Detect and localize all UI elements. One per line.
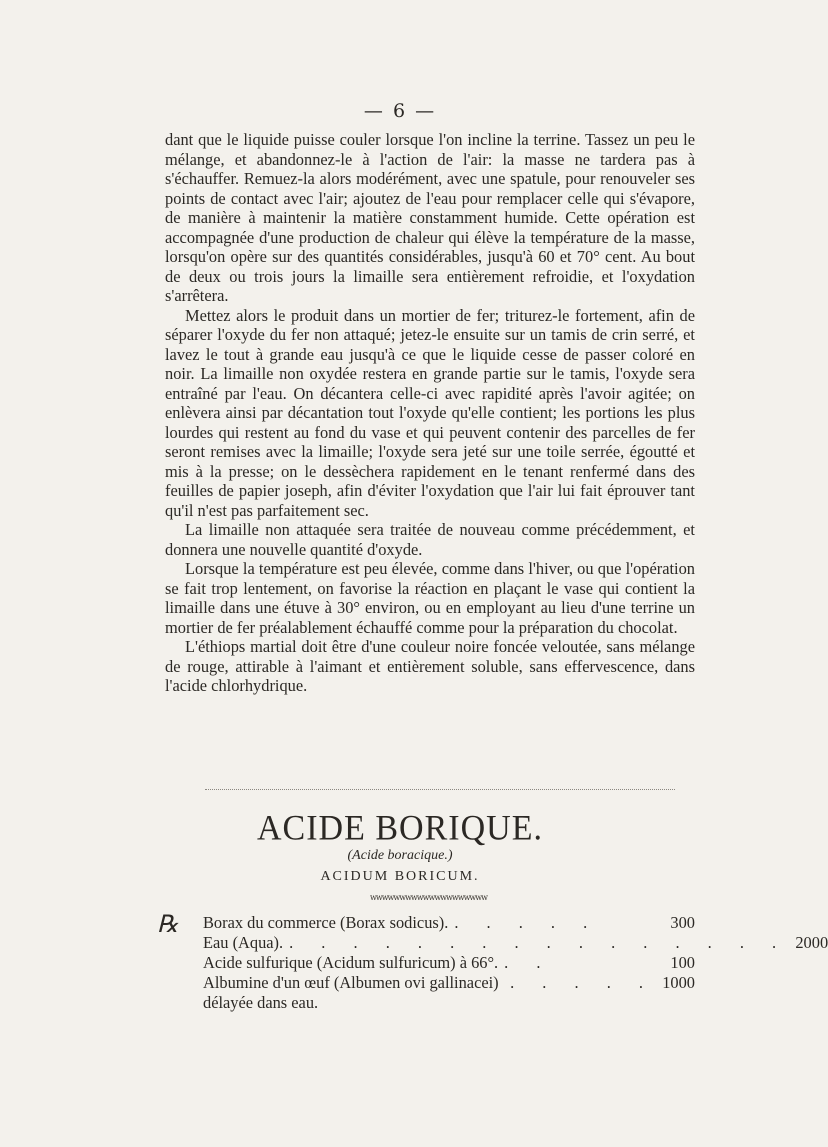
recipe-item bbox=[203, 913, 695, 933]
section-latin-name: ACIDUM BORICUM. bbox=[320, 869, 480, 884]
paragraph-4: Lorsque la température est peu élevée, comme dans l'hiver, ou que l'opération se fait trop lentement, on favorise la réaction en plaçant le vase qui contient la limaille dans une étuve à 30° environ, ou en employant au lieu d'une terrine un mortier de fer préalablement échauffé comme pour la préparation du chocolat. bbox=[165, 559, 695, 637]
recipe-item-name: Eau (Aqua). bbox=[203, 933, 284, 952]
ornament-divider: wwwwwwwwwwwwwwwwwwww bbox=[370, 893, 487, 902]
recipe-list bbox=[203, 913, 828, 1013]
recipe-item-name: Borax du commerce (Borax sodicus). bbox=[203, 913, 449, 932]
dot-leader: . . . . . . . . . . . . . . . . bbox=[289, 933, 789, 952]
section-title: ACIDE BORIQUE. bbox=[257, 809, 543, 848]
recipe-item-name: Albumine d'un œuf (Albumen ovi gallinacei) délayée dans eau. bbox=[203, 973, 499, 1012]
recipe-item bbox=[203, 973, 695, 1013]
recipe-item bbox=[203, 933, 828, 953]
dot-leader: . . bbox=[504, 953, 553, 972]
recipe-item-quantity: 300 bbox=[670, 913, 695, 932]
dot-leader: . . . . . bbox=[454, 913, 600, 932]
recipe-item-quantity: 100 bbox=[670, 953, 695, 972]
recipe-item-quantity: 2000 bbox=[795, 933, 828, 952]
paragraph-5: L'éthiops martial doit être d'une couleur noire foncée veloutée, sans mélange de rouge, attirable à l'aimant et entièrement soluble, sans effervescence, dans l'acide chlorhydrique. bbox=[165, 637, 695, 695]
paragraph-3: La limaille non attaquée sera traitée de nouveau comme précédemment, et donnera une nouvelle quantité d'oxyde. bbox=[165, 520, 695, 559]
body-text bbox=[165, 130, 695, 696]
paragraph-2: Mettez alors le produit dans un mortier de fer; triturez-le fortement, afin de séparer l'oxyde du fer non attaqué; jetez-le ensuite sur un tamis de crin serré, et lavez le tout à grande eau jusqu'à ce que le liquide cesse de passer coloré en noir. La limaille non oxydée restera en grande partie sur le tamis, l'oxyde sera entraîné par l'eau. On décantera celle-ci avec rapidité après l'avoir agitée; on enlèvera ainsi par décantation tout l'oxyde qu'elle contient; les portions les plus lourdes qui restent au fond du vase et qui peuvent contenir des parcelles de fer seront remises avec la limaille; l'oxyde sera jeté sur une toile serrée, égoutté et mis à la presse; on le dessèchera rapidement en le tenant renfermé dans des feuilles de papier joseph, afin d'éviter l'oxydation que l'air lui fait éprouver tant qu'il n'est pas parfaitement sec. bbox=[165, 305, 695, 520]
recipe-item-name: Acide sulfurique (Acidum sulfuricum) à 66°. bbox=[203, 953, 499, 972]
paragraph-1: dant que le liquide puisse couler lorsque l'on incline la terrine. Tassez un peu le mélange, et abandonnez-le à l'action de l'air: la masse ne tardera pas à s'échauffer. Remuez-la alors modérément, avec une spatule, pour renouveler ses points de contact avec l'air; ajoutez de l'eau pour remplacer celle qui s'évapore, de manière à maintenir la matière constamment humide. Cette opération est accompagnée d'une production de chaleur qui élève la température de la masse, lorsqu'on opère sur des quantités considérables, jusqu'à 60 et 70° cent. Au bout de deux ou trois jours la limaille sera entièrement refroidie, et l'oxydation s'arrêtera. bbox=[165, 130, 695, 305]
recipe-icon: ℞ bbox=[157, 912, 179, 938]
dot-leader: . . . . . bbox=[510, 973, 655, 992]
recipe-item bbox=[203, 953, 695, 973]
section-subtitle: (Acide boracique.) bbox=[347, 848, 453, 863]
recipe-item-quantity: 1000 bbox=[662, 973, 695, 992]
section-divider bbox=[205, 789, 675, 790]
page-number: — 6 — bbox=[363, 100, 437, 122]
